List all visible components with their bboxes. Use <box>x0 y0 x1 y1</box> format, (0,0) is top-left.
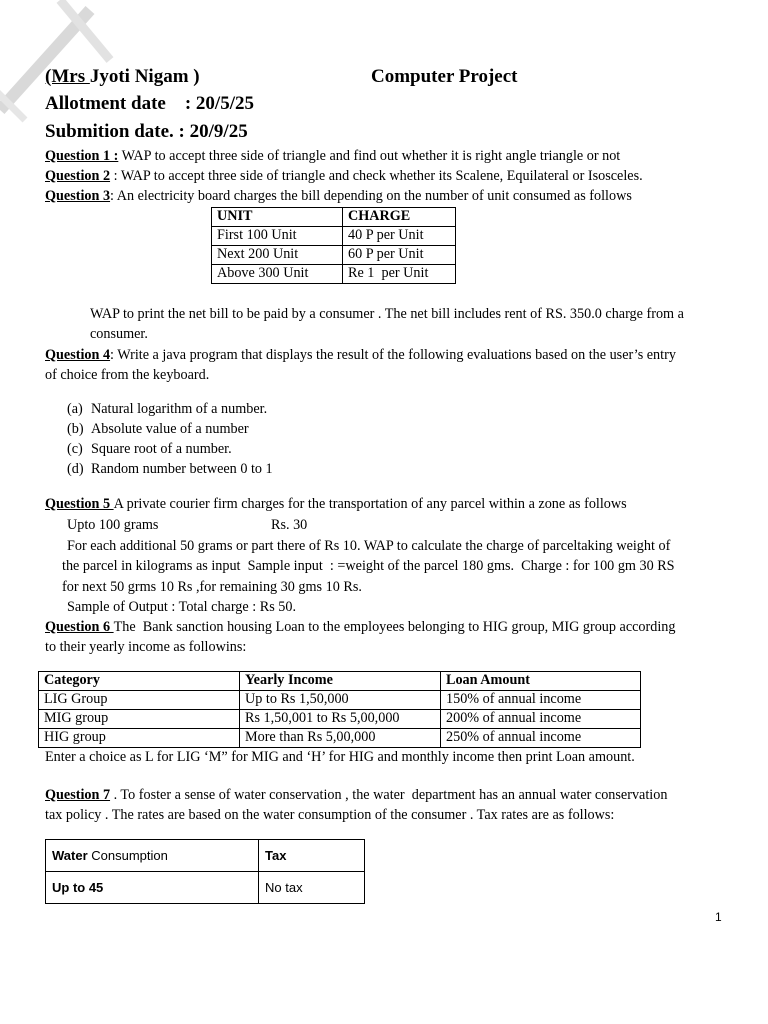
table-cell: Above 300 Unit <box>212 265 343 284</box>
question-3-label: Question 3 <box>45 188 111 204</box>
table-cell: MIG group <box>39 710 240 729</box>
table-row <box>212 246 456 265</box>
table-cell: 250% of annual income <box>441 729 641 748</box>
question-5-text: A private courier firm charges for the transportation of any parcel within a zone as follows <box>113 496 627 512</box>
question-5 <box>45 494 627 514</box>
loan-table <box>38 671 641 748</box>
table-header: Category <box>39 672 240 691</box>
allotment-date: Allotment date : 20/5/25 <box>45 93 254 114</box>
question-5-line: For each additional 50 grams or part there of Rs 10. WAP to calculate the charge of parceltaking weight of <box>67 538 671 554</box>
electricity-table <box>211 207 456 284</box>
list-item-text: Absolute value of a number <box>91 421 249 437</box>
table-row <box>212 265 456 284</box>
table-header: Loan Amount <box>441 672 641 691</box>
question-5-label: Question 5 <box>45 496 114 512</box>
question-3 <box>45 186 632 206</box>
table-cell: 200% of annual income <box>441 710 641 729</box>
table-row <box>39 710 641 729</box>
question-7-label: Question 7 <box>45 787 111 803</box>
question-6-text: The Bank sanction housing Loan to the employees belonging to HIG group, MIG group according <box>113 619 676 635</box>
question-2-label: Question 2 <box>45 168 111 184</box>
water-tax-table <box>45 839 365 904</box>
list-marker: (c) <box>67 441 83 457</box>
table-cell: Up to 45 <box>46 872 259 904</box>
table-header: UNIT <box>212 208 343 227</box>
question-5-line: Sample of Output : Total charge : Rs 50. <box>67 599 297 615</box>
table-header: CHARGE <box>343 208 456 227</box>
list-item <box>67 419 249 439</box>
question-1-text: WAP to accept three side of triangle and find out whether it is right angle triangle or not <box>118 148 621 164</box>
table-cell: More than Rs 5,00,000 <box>240 729 441 748</box>
table-cell: 60 P per Unit <box>343 246 456 265</box>
question-7 <box>45 785 667 805</box>
question-1 <box>45 146 620 166</box>
page-title: Computer Project <box>371 66 518 87</box>
table-row <box>39 729 641 748</box>
question-5-upto: Upto 100 grams <box>67 517 159 533</box>
list-item <box>67 439 232 459</box>
table-cell: No tax <box>259 872 365 904</box>
question-2 <box>45 166 643 186</box>
table-cell: Re 1 per Unit <box>343 265 456 284</box>
question-4 <box>45 345 676 365</box>
question-4-text: : Write a java program that displays the result of the following evaluations based on the user’s entry <box>110 347 676 363</box>
table-header-part: Water <box>52 848 88 863</box>
teacher-prefix: (Mrs <box>45 66 90 87</box>
teacher-name: Jyoti Nigam ) <box>89 66 200 87</box>
question-1-label: Question 1 : <box>45 148 119 164</box>
question-5-upto-rate: Rs. 30 <box>271 517 308 533</box>
table-cell: 40 P per Unit <box>343 227 456 246</box>
list-item-text: Square root of a number. <box>91 441 232 457</box>
table-cell: LIG Group <box>39 691 240 710</box>
table-header-part: Consumption <box>91 848 168 863</box>
table-row <box>46 872 365 904</box>
question-7-text: . To foster a sense of water conservation , the water department has an annual water conservation <box>110 787 668 803</box>
list-marker: (b) <box>67 421 84 437</box>
question-2-text: : WAP to accept three side of triangle and check whether its Scalene, Equilateral or Isosceles. <box>110 168 643 184</box>
question-5-line: the parcel in kilograms as input Sample input : =weight of the parcel 180 gms. Charge : for 100 gm 30 RS <box>62 558 675 574</box>
list-marker: (a) <box>67 401 83 417</box>
question-4-label: Question 4 <box>45 347 111 363</box>
table-cell: Rs 1,50,001 to Rs 5,00,000 <box>240 710 441 729</box>
submission-date: Submition date. : 20/9/25 <box>45 121 248 142</box>
question-3-text: : An electricity board charges the bill depending on the number of unit consumed as follows <box>110 188 632 204</box>
list-item <box>67 459 273 479</box>
table-cell: 150% of annual income <box>441 691 641 710</box>
question-5-line: for next 50 grms 10 Rs ,for remaining 30 gms 10 Rs. <box>62 579 362 595</box>
table-cell: Up to Rs 1,50,000 <box>240 691 441 710</box>
table-cell: HIG group <box>39 729 240 748</box>
table-row <box>39 691 641 710</box>
list-item-text: Random number between 0 to 1 <box>91 461 273 477</box>
question-6-label: Question 6 <box>45 619 114 635</box>
question-4-cont: of choice from the keyboard. <box>45 367 210 383</box>
question-7-cont: tax policy . The rates are based on the water consumption of the consumer . Tax rates are as follows: <box>45 807 615 823</box>
question-6-instruction: Enter a choice as L for LIG ‘M” for MIG and ‘H’ for HIG and monthly income then print Loan amount. <box>45 749 635 765</box>
list-item <box>67 399 267 419</box>
table-row <box>212 227 456 246</box>
page-number: 1 <box>715 910 722 924</box>
question-3-instruction: WAP to print the net bill to be paid by a consumer . The net bill includes rent of RS. 350.0 charge from a <box>90 306 684 322</box>
question-3-instruction-cont: consumer. <box>90 326 148 342</box>
table-header: Tax <box>259 840 365 872</box>
teacher-line <box>45 66 200 88</box>
table-header <box>46 840 259 872</box>
question-6 <box>45 617 675 637</box>
list-marker: (d) <box>67 461 84 477</box>
list-item-text: Natural logarithm of a number. <box>91 401 268 417</box>
question-6-cont: to their yearly income as followins: <box>45 639 247 655</box>
table-cell: Next 200 Unit <box>212 246 343 265</box>
table-header: Yearly Income <box>240 672 441 691</box>
table-cell: First 100 Unit <box>212 227 343 246</box>
